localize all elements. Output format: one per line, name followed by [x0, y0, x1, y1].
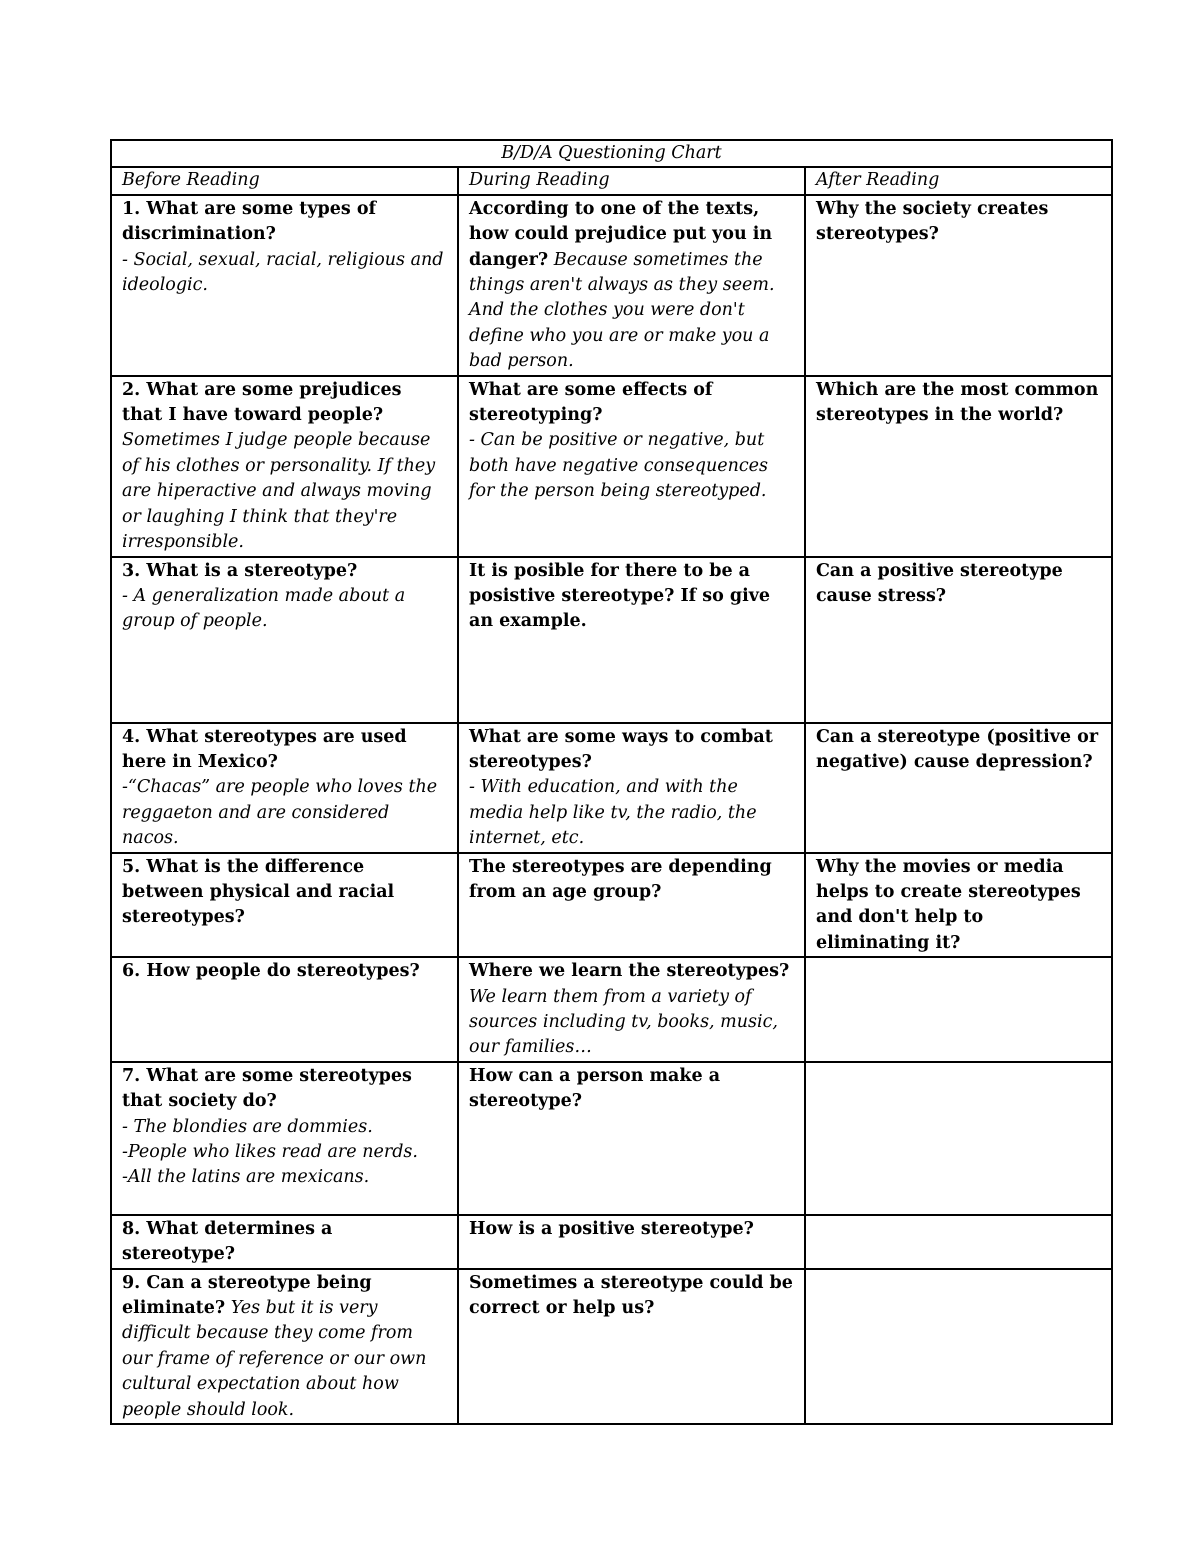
during-cell	[458, 1062, 805, 1215]
during-cell	[458, 723, 805, 853]
header-during-reading: During Reading	[458, 167, 805, 194]
before-cell	[111, 1215, 458, 1269]
during-cell	[458, 957, 805, 1062]
after-cell	[805, 957, 1112, 1062]
table-row	[111, 723, 1112, 853]
answer-text: - Social, sexual, racial, religious and ideologic.	[122, 249, 444, 296]
question-text: How is a positive stereotype?	[469, 1218, 754, 1239]
table-row	[111, 957, 1112, 1062]
after-cell	[805, 1269, 1112, 1424]
question-text: 7. What are some stereotypes that society do?	[122, 1065, 412, 1112]
question-text: According to one of the texts, how could prejudice put you in danger?	[469, 198, 773, 270]
question-text: 3. What is a stereotype?	[122, 560, 358, 581]
after-cell	[805, 195, 1112, 376]
during-cell	[458, 1269, 805, 1424]
answer-text: -All the latins are mexicans.	[122, 1167, 370, 1188]
question-text: How can a person make a stereotype?	[469, 1065, 721, 1112]
table-row	[111, 557, 1112, 723]
question-text: 1. What are some types of discrimination?	[122, 198, 377, 245]
before-cell	[111, 557, 458, 723]
after-cell	[805, 1062, 1112, 1215]
before-cell	[111, 195, 458, 376]
chart-title-row	[111, 140, 1112, 167]
before-cell	[111, 1062, 458, 1215]
chart-title: B/D/A Questioning Chart	[111, 140, 1112, 167]
answer-text: Because sometimes the things aren't always as they seem. And the clothes you were don't define who you are or make you a bad person.	[469, 249, 775, 372]
table-row	[111, 1215, 1112, 1269]
table-row	[111, 853, 1112, 958]
after-cell	[805, 557, 1112, 723]
question-text: Why the movies or media helps to create stereotypes and don't help to eliminating it?	[816, 856, 1081, 953]
after-cell	[805, 853, 1112, 958]
question-text: Can a stereotype (positive or negative) cause depression?	[816, 726, 1099, 772]
question-text: Why the society creates stereotypes?	[816, 198, 1049, 245]
table-row	[111, 376, 1112, 557]
question-text: 9. Can a stereotype being eliminate?	[122, 1272, 372, 1318]
answer-text: -“Chacas” are people who loves the reggaeton and are considered nacos.	[122, 777, 438, 849]
header-before-reading: Before Reading	[111, 167, 458, 194]
bda-questioning-chart	[110, 139, 1113, 1425]
after-cell	[805, 1215, 1112, 1269]
question-text: Which are the most common stereotypes in the world?	[816, 379, 1099, 426]
after-cell	[805, 376, 1112, 557]
question-text: 4. What stereotypes are used here in Mexico?	[122, 726, 407, 772]
table-row	[111, 195, 1112, 376]
question-text: The stereotypes are depending from an age group?	[469, 856, 772, 902]
before-cell	[111, 957, 458, 1062]
answer-text: -People who likes read are nerds.	[122, 1142, 418, 1162]
before-cell	[111, 853, 458, 958]
answer-text: Sometimes I judge people because of his clothes or personality. If they are hiperactive and always moving or laughing I think that they're irresponsible.	[122, 430, 436, 553]
during-cell	[458, 1215, 805, 1269]
question-text: 6. How people do stereotypes?	[122, 961, 420, 982]
question-text: Sometimes a stereotype could be correct or help us?	[469, 1272, 793, 1318]
header-after-reading: After Reading	[805, 167, 1112, 194]
during-cell	[458, 195, 805, 376]
before-cell	[111, 723, 458, 853]
during-cell	[458, 853, 805, 958]
table-row	[111, 1062, 1112, 1215]
question-text: 2. What are some prejudices that I have toward people?	[122, 379, 402, 426]
question-text: It is posible for there to be a posistive stereotype? If so give an example.	[469, 560, 771, 632]
during-cell	[458, 557, 805, 723]
answer-text: - A generalization made about a group of people.	[122, 585, 406, 632]
answer-text: - With education, and with the media help like tv, the radio, the internet, etc.	[469, 777, 757, 849]
question-text: What are some ways to combat stereotypes?	[469, 726, 773, 772]
after-cell	[805, 723, 1112, 853]
answer-text: - Can be positive or negative, but both have negative consequences for the person being stereotyped.	[469, 430, 768, 502]
question-text: 5. What is the difference between physical and racial stereotypes?	[122, 856, 395, 928]
table-row	[111, 1269, 1112, 1424]
column-header-row	[111, 167, 1112, 194]
during-cell	[458, 376, 805, 557]
answer-text: - The blondies are dommies.	[122, 1116, 373, 1137]
question-text: 8. What determines a stereotype?	[122, 1218, 333, 1265]
answer-text: We learn them from a variety of sources including tv, books, music, our families…	[469, 986, 778, 1058]
before-cell	[111, 376, 458, 557]
question-text: Can a positive stereotype cause stress?	[816, 560, 1063, 606]
question-text: Where we learn the stereotypes?	[469, 961, 790, 982]
answer-text: Yes but it is very difficult because they come from our frame of reference or our own cultural expectation about how people should look.	[122, 1298, 427, 1420]
before-cell	[111, 1269, 458, 1424]
question-text: What are some effects of stereotyping?	[469, 379, 713, 426]
